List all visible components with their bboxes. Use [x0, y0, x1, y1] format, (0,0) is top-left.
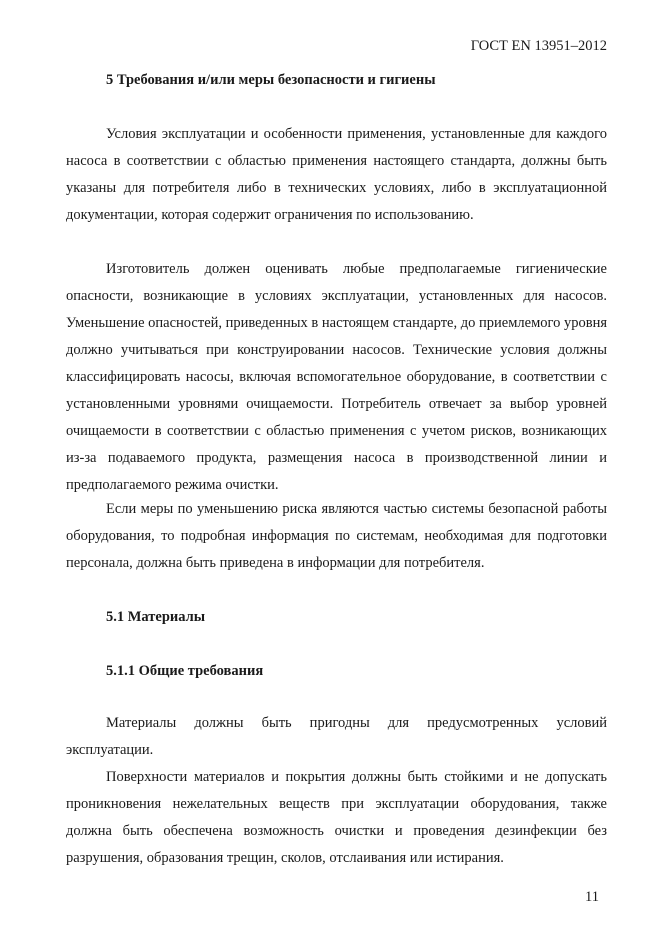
page-number: 11: [585, 889, 599, 905]
section-5-1-1-heading: 5.1.1 Общие требования: [106, 663, 264, 679]
section-5-1-1-paragraph-2: Поверхности материалов и покрытия должны быть стойкими и не допускать проникновения нежелательных веществ при эксплуатации оборудования, также должна быть обеспечена возможность очистки и проведения дезинфекции без разрушения, образования трещин, сколов, отслаивания или истирания.: [66, 769, 607, 866]
section-5-paragraph-2: Изготовитель должен оценивать любые предполагаемые гигиенические опасности, возникающие в условиях эксплуатации, установленных для насосов. Уменьшение опасностей, приведенных в настоящем стандарте, до приемлемого уровня должно учитываться при конструировании насосов. Технические условия должны классифицировать насосы, включая вспомогательное оборудование, в соответствии с установленными уровнями очищаемости. Потребитель отвечает за выбор уровней очищаемости в соответствии с областью применения с учетом рисков, возникающих из-за подаваемого продукта, размещения насоса в производственной линии и предполагаемого режима очистки.: [66, 261, 607, 493]
section-5-paragraph-3: Если меры по уменьшению риска являются частью системы безопасной работы оборудования, то подробная информация по системам, необходимая для подготовки персонала, должна быть приведена в информации для потребителя.: [66, 501, 607, 571]
section-5-1-1-paragraph-1: Материалы должны быть пригодны для предусмотренных условий эксплуатации.: [66, 715, 607, 758]
section-5-1-heading: 5.1 Материалы: [106, 609, 206, 625]
section-5-paragraph-1: Условия эксплуатации и особенности применения, установленные для каждого насоса в соответствии с областью применения настоящего стандарта, должны быть указаны для потребителя либо в технических условиях, либо в эксплуатационной документации, которая содержит ограничения по использованию.: [66, 126, 607, 223]
standard-code: ГОСТ EN 13951–2012: [470, 38, 607, 54]
section-5-heading: 5 Требования и/или меры безопасности и гигиены: [106, 72, 436, 88]
